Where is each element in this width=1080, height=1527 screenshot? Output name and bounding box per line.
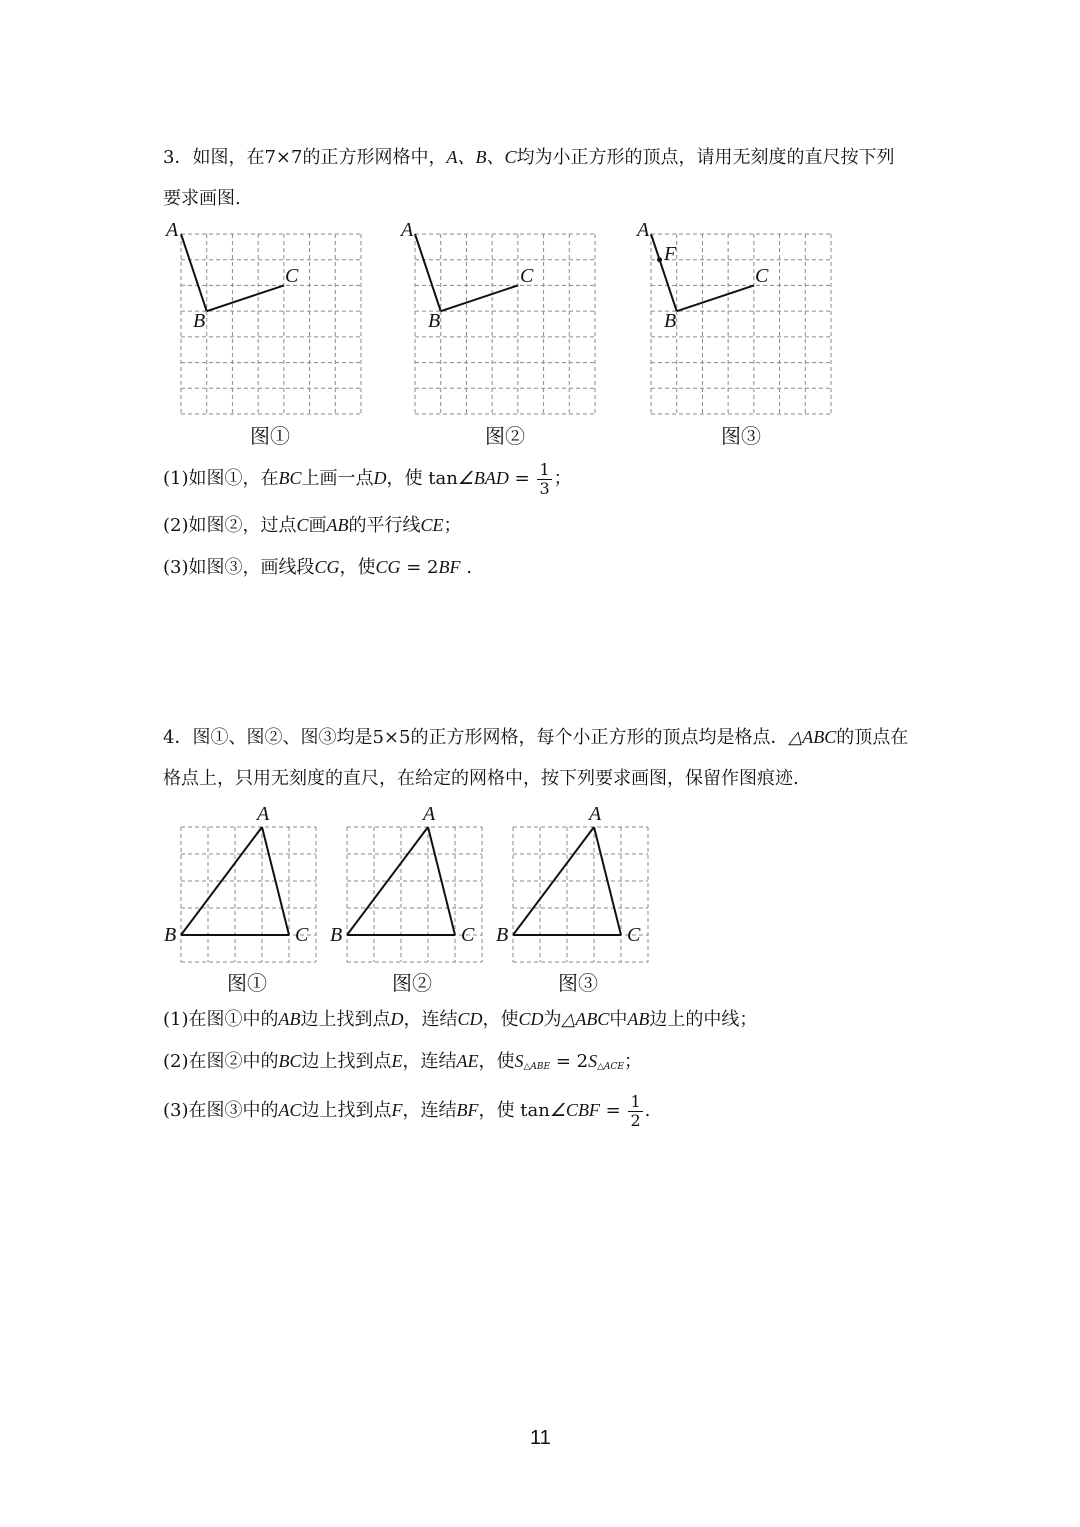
- q4-p3-angle: ∠CBF: [549, 1100, 600, 1120]
- q3-p3-text: ，使: [339, 557, 376, 578]
- q3-f1-label-b: B: [193, 310, 206, 332]
- q3-text: 3．如图，在: [163, 147, 265, 168]
- q4-grid-size: 5×5: [372, 727, 411, 748]
- q4-f3-label-b: B: [496, 924, 509, 946]
- q4-p1-cd: CD: [518, 1009, 544, 1029]
- q4-p3-text: (3)在图③中的: [163, 1100, 279, 1121]
- q4-p3-text: 边上找到点: [301, 1100, 392, 1121]
- q4-p1-text: (1)在图①中的: [163, 1009, 279, 1030]
- q3-grid-size: 7×7: [264, 147, 303, 168]
- q4-p2-area-sub: △ABE: [523, 1062, 551, 1072]
- q3-p3-cg: CG: [375, 557, 401, 577]
- q4-p1-triangle: △ABC: [561, 1009, 610, 1029]
- q3-text: 的正方形网格中，: [302, 147, 447, 168]
- q3-caption-3: 图③: [721, 424, 761, 448]
- q4-p2-ae: AE: [456, 1051, 479, 1071]
- q4-p2-area: S: [588, 1051, 598, 1071]
- q3-p2-text: 的平行线: [348, 515, 421, 536]
- q4-p2-text: ，使: [478, 1051, 515, 1072]
- q4-p2-text: ，连结: [402, 1051, 457, 1072]
- q4-text: 的正方形网格，每个小正方形的顶点均是格点．: [410, 727, 789, 748]
- q3-caption-1: 图①: [250, 424, 290, 448]
- q4-part-1: [163, 1007, 757, 1032]
- q4-p1-d: D: [390, 1009, 404, 1029]
- q4-triangle: △ABC: [788, 727, 837, 747]
- fraction-denominator: 3: [539, 478, 550, 498]
- q4-text: 的顶点在: [836, 727, 909, 748]
- q4-part-2: [163, 1049, 642, 1079]
- q3-p2-ab: AB: [326, 515, 349, 535]
- q4-f1-label-b: B: [164, 924, 177, 946]
- q3-p3-text: .: [460, 557, 472, 578]
- q4-p2-bc: BC: [278, 1051, 302, 1071]
- q4-p2-text: ；: [624, 1051, 642, 1072]
- q4-p2-text: (2)在图②中的: [163, 1051, 279, 1072]
- q3-part-2: [163, 513, 462, 538]
- q3-p3-bf: BF: [438, 557, 461, 577]
- q4-line2: 格点上，只用无刻度的直尺，在给定的网格中，按下列要求画图，保留作图痕迹.: [163, 768, 799, 789]
- q4-p3-ac: AC: [278, 1100, 302, 1120]
- q4-caption-2: 图②: [392, 971, 432, 995]
- segment-ab: [415, 234, 441, 311]
- q3-f3-label-f: F: [664, 243, 677, 265]
- q3-p1-text: 上画一点: [301, 468, 374, 489]
- q4-p2-e: E: [391, 1051, 403, 1071]
- q3-p1-angle: ∠BAD: [457, 468, 509, 488]
- fraction-numerator: 1: [539, 459, 550, 479]
- q3-part-3: [163, 555, 472, 580]
- segment-bc: [677, 285, 754, 311]
- q3-f1-label-c: C: [285, 265, 299, 287]
- segment-ab: [181, 234, 207, 311]
- q3-p2-text: ；: [443, 515, 462, 536]
- q3-figure-1: [181, 234, 361, 414]
- page-number: 11: [530, 1427, 551, 1449]
- q4-p3-text: ，连结: [402, 1100, 457, 1121]
- q4-f2-label-a: A: [423, 803, 436, 825]
- fraction-denominator: 2: [630, 1110, 641, 1130]
- q3-f3-label-a: A: [637, 219, 650, 241]
- q3-part-1: [163, 460, 572, 498]
- q4-p1-text: ，连结: [403, 1009, 458, 1030]
- q4-p1-text: 边上的中线；: [649, 1009, 758, 1030]
- q3-p1-bc: BC: [278, 468, 302, 488]
- q4-caption-1: 图①: [227, 971, 267, 995]
- q3-p1-text: ，使 tan: [386, 468, 458, 489]
- q4-p1-text: ，使: [482, 1009, 519, 1030]
- segment-bc: [441, 285, 518, 311]
- q4-part-3: [163, 1092, 650, 1130]
- q3-p1-d: D: [373, 468, 387, 488]
- q3-figure-3: [651, 234, 831, 414]
- q3-line1: [163, 145, 894, 170]
- segment-ab: [347, 827, 428, 935]
- q4-f3-label-c: C: [627, 924, 641, 946]
- q4-line1: [163, 725, 908, 750]
- fraction-numerator: 1: [630, 1091, 641, 1111]
- q4-f3-label-a: A: [589, 803, 602, 825]
- segment-bc: [207, 285, 284, 311]
- q4-p1-cd: CD: [457, 1009, 483, 1029]
- q3-p2-text: (2)如图②，过点: [163, 515, 297, 536]
- q3-p3-eq: = 2: [400, 557, 439, 578]
- segment-ab: [513, 827, 594, 935]
- q3-p1-text: (1)如图①，在: [163, 468, 279, 489]
- q3-line2: 要求画图.: [163, 188, 241, 209]
- q3-p3-text: (3)如图③，画线段: [163, 557, 315, 578]
- q3-p2-ce: CE: [420, 515, 444, 535]
- q4-p3-f: F: [391, 1100, 403, 1120]
- q3-caption-2: 图②: [485, 424, 525, 448]
- q3-text: 均为小正方形的顶点，请用无刻度的直尺按下列: [516, 147, 895, 168]
- q4-p1-text: 边上找到点: [300, 1009, 391, 1030]
- q3-f2-label-b: B: [428, 310, 441, 332]
- q4-p2-eq: = 2: [550, 1051, 589, 1072]
- q3-f3-label-b: B: [664, 310, 677, 332]
- q4-f2-label-b: B: [330, 924, 343, 946]
- q3-p1-eq: =: [508, 468, 536, 489]
- q4-text: 4．图①、图②、图③均是: [163, 727, 373, 748]
- q4-p2-text: 边上找到点: [301, 1051, 392, 1072]
- q4-p1-ab: AB: [278, 1009, 301, 1029]
- q3-f2-label-c: C: [520, 265, 534, 287]
- q4-p3-text: .: [644, 1100, 651, 1121]
- q4-p2-area: S: [514, 1051, 524, 1071]
- q4-f1-label-c: C: [295, 924, 309, 946]
- q3-f2-label-a: A: [401, 219, 414, 241]
- q4-p1-text: 为: [543, 1009, 562, 1030]
- q3-p2-text: 画: [308, 515, 327, 536]
- q4-p3-bf: BF: [456, 1100, 479, 1120]
- q4-f1-label-a: A: [257, 803, 270, 825]
- q3-figure-2: [415, 234, 595, 414]
- q4-p2-area-sub: △ACE: [597, 1062, 624, 1072]
- q4-p3-text: ，使 tan: [478, 1100, 550, 1121]
- q3-points: A、B、C: [446, 147, 517, 167]
- segment-ab: [181, 827, 262, 935]
- q4-p1-ab: AB: [627, 1009, 650, 1029]
- q3-f1-label-a: A: [166, 219, 179, 241]
- q4-f2-label-c: C: [461, 924, 475, 946]
- q4-p1-text: 中: [609, 1009, 628, 1030]
- q3-p1-text: ；: [553, 468, 572, 489]
- q3-p3-cg: CG: [314, 557, 340, 577]
- q4-p3-fraction: [628, 1093, 642, 1130]
- q3-p1-fraction: [537, 461, 551, 498]
- point-f-dot: [657, 257, 662, 262]
- q4-caption-3: 图③: [558, 971, 598, 995]
- q3-p2-c: C: [296, 515, 309, 535]
- q3-f3-label-c: C: [755, 265, 769, 287]
- q4-p3-eq: =: [599, 1100, 627, 1121]
